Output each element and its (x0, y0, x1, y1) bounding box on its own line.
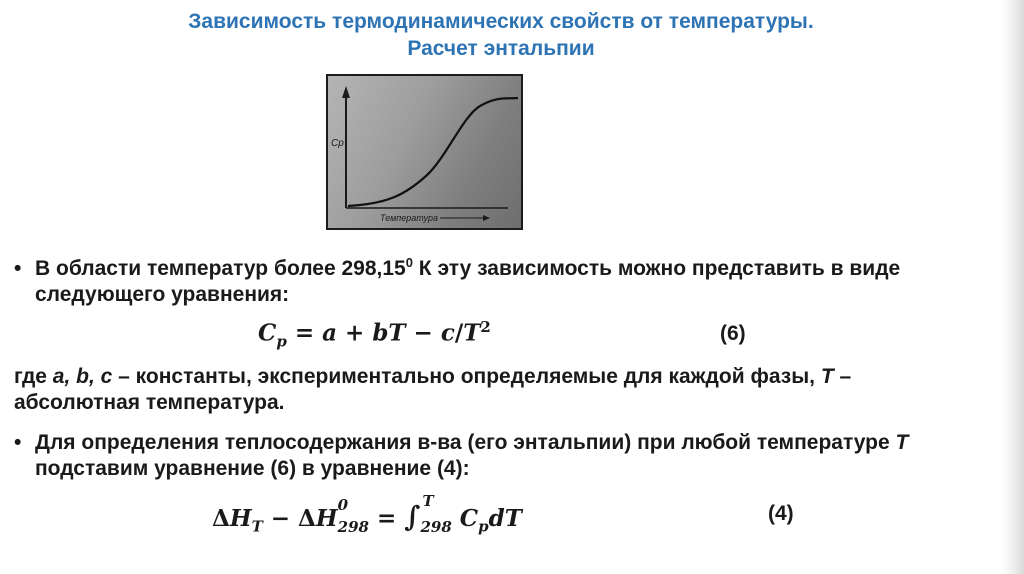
heat-capacity-graph-photo (326, 74, 523, 230)
bullet-1-marker: • (14, 257, 22, 280)
slide-title-line-2: Расчет энтальпии (407, 37, 595, 60)
bullet-2-text-a: Для определения теплосодержания в-ва (его энтальпии) при любой температуре (35, 431, 896, 454)
equation-4: $\Delta H_T - \Delta H$ $_{0 298}$ = ∫ $_{T 298}$ $C_pdT$ (212, 491, 522, 536)
bullet-2-line-2: подставим уравнение (6) в уравнение (4): (35, 457, 470, 480)
bullet-1-superscript: 0 (405, 255, 413, 270)
slide-right-edge-shadow (1002, 0, 1024, 574)
heat-capacity-curve-figure (328, 76, 521, 228)
equation-6-number: (6) (720, 322, 746, 345)
bullet-2-T: T (895, 431, 909, 454)
x-direction-arrow-head (483, 215, 490, 221)
where-line-2: абсолютная температура. (14, 391, 285, 414)
y-axis-label: Cp (331, 138, 344, 149)
bullet-1-text-a: В области температур более 298,15 (35, 257, 406, 280)
where-paragraph (14, 364, 851, 416)
where-vars: a, b, c (52, 365, 113, 388)
where-T: T (820, 365, 834, 388)
bullet-1-text-b: К эту зависимость можно представить в виде (412, 257, 901, 280)
bullet-1 (14, 250, 900, 308)
slide-title-line-1: Зависимость термодинамических свойств от температуры. (188, 10, 814, 33)
slide-title (0, 8, 1002, 62)
x-axis-label: Температура (380, 213, 439, 223)
y-axis-arrow (342, 86, 350, 98)
where-middle: – константы, экспериментально определяемые для каждой фазы, (112, 365, 821, 388)
bullet-2-marker: • (14, 431, 22, 454)
bullet-1-line-2: следующего уравнения: (35, 283, 290, 306)
where-prefix: где (14, 365, 53, 388)
where-dash: – (833, 365, 852, 388)
equation-6: $C_p = a$ + bT − $c/T^2$ (258, 318, 491, 351)
equation-4-number: (4) (768, 502, 794, 525)
cp-curve (348, 98, 518, 206)
bullet-2 (14, 430, 908, 482)
